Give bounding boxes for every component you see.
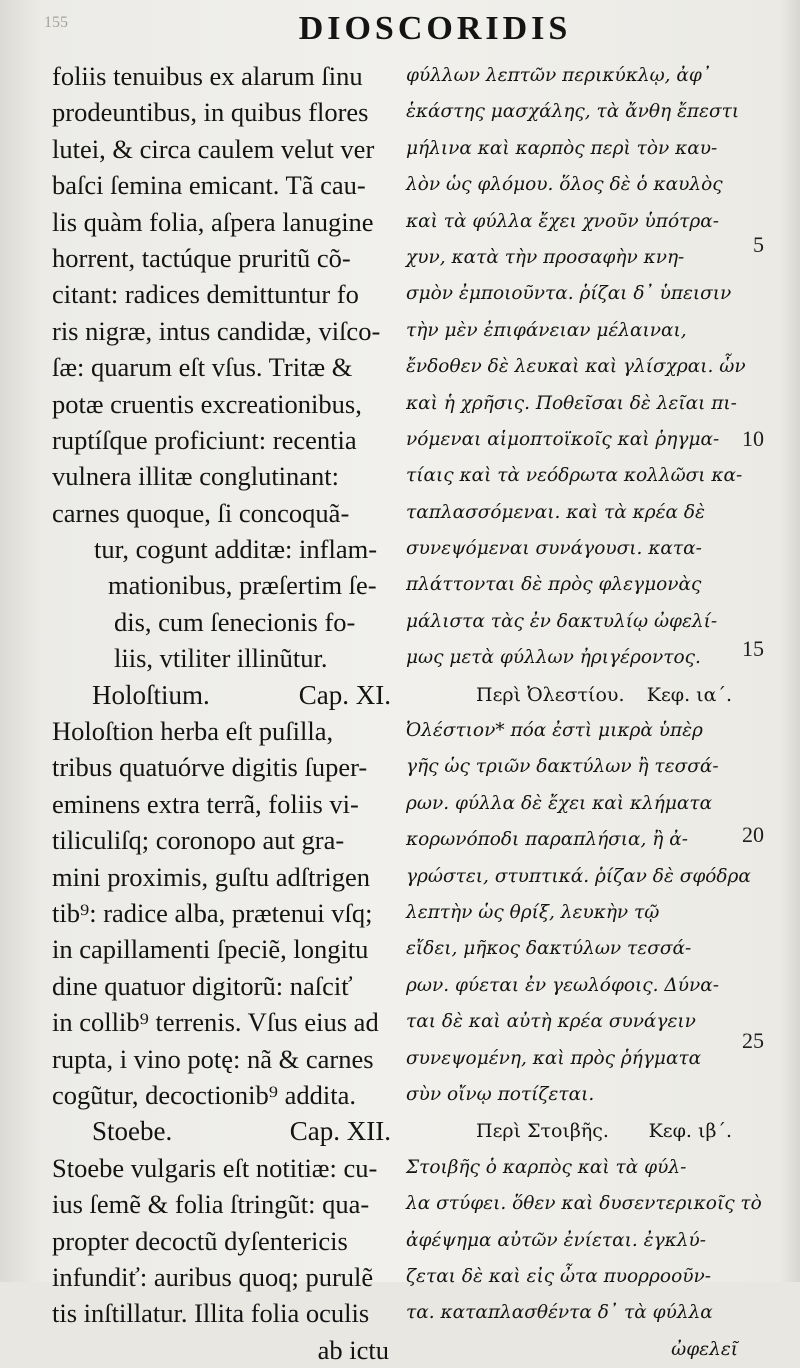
greek-line: λὸν ὡς φλόμου. ὅλος δὲ ὁ καυλὸς [406, 174, 723, 196]
greek-line: γρώστει, στυπτικά. ῥίζαν δὲ σφόδρα [406, 865, 751, 887]
greek-line: καὶ τὰ φύλλα ἔχει χνοῦν ὑπότρα- [406, 210, 719, 232]
latin-line: ius ſemẽ & folia ſtringũt: qua- [52, 1189, 370, 1220]
greek-line: φύλλων λεπτῶν περικύκλῳ, ἀφ᾽ [406, 65, 712, 86]
latin-line: prodeuntibus, in quibus flores [52, 97, 369, 128]
greek-line: πλάττονται δὲ πρὸς φλεγμονὰς [406, 574, 702, 596]
line-number-marker: 10 [742, 426, 764, 451]
greek-line: χυν, κατὰ τὴν προσαφὴν κνη- [406, 246, 685, 268]
latin-line: tis inſtillatur. Illita folia oculis [52, 1298, 370, 1329]
chapter-number: Κεφ. ιβ΄. [648, 1120, 732, 1143]
latin-line: tribus quatuórve digitis ſuper- [52, 752, 368, 783]
greek-chapter-heading [406, 677, 746, 713]
chapter-number: Cap. XI. [298, 679, 391, 710]
catchword: ὠφελεῖ [671, 1338, 738, 1360]
greek-chapter-heading [406, 1113, 746, 1149]
latin-line: Stoebe vulgaris eſt notitiæ: cu- [52, 1152, 378, 1183]
greek-line: ἑκάστης μασχάλης, τὰ ἄνθη ἔπεστι [406, 101, 740, 123]
latin-line: horrent, tactúque pruritũ cõ- [52, 242, 351, 273]
line-number-marker: 20 [742, 822, 764, 847]
latin-line: ris nigræ, intus candidæ, viſco- [52, 315, 381, 346]
latin-line: mini proximis, guſtu adſtrigen [52, 861, 370, 892]
chapter-title: Περὶ Ὀλεστίου. [476, 683, 625, 706]
catchword: ab ictu [317, 1334, 389, 1365]
latin-line: in capillamenti ſpeciẽ, longitu [52, 934, 369, 965]
greek-line: μάλιστα τὰς ἐν δακτυλίῳ ὠφελί- [406, 610, 718, 632]
chapter-title: Holoſtium. [92, 679, 210, 710]
latin-line: potæ cruentis excreationibus, [52, 388, 362, 419]
greek-line: ἀφέψημα αὐτῶν ἐνίεται. ἐγκλύ- [406, 1229, 706, 1251]
greek-line: κορωνόποδι παραπλήσια, ἢ ἀ- [406, 829, 689, 851]
greek-line: γῆς ὡς τριῶν δακτύλων ἢ τεσσά- [406, 756, 719, 778]
greek-line: λεπτὴν ὡς θρίξ, λευκὴν τῷ [406, 901, 660, 923]
latin-line: infundiť: auribus quoq; purulẽ [52, 1261, 374, 1292]
latin-line: ſæ: quarum eſt vſus. Tritæ & [52, 352, 353, 383]
greek-line: Ὀλέστιον* πόα ἐστὶ μικρὰ ὑπὲρ [406, 720, 703, 742]
latin-line: eminens extra terrã, foliis vi- [52, 788, 359, 819]
latin-line: dis, cum ſenecionis fo- [114, 606, 356, 637]
latin-line: citant: radices demittuntur fo [52, 279, 359, 310]
page-number: 155 [44, 14, 68, 31]
line-number-marker: 25 [742, 1028, 764, 1053]
greek-line: τὴν μὲν ἐπιφάνειαν μέλαιναι, [406, 319, 687, 341]
latin-line: tib⁹: radice alba, prætenui vſq; [52, 897, 373, 928]
greek-line: ρων. φύεται ἐν γεωλόφοις. Δύνα- [406, 974, 720, 996]
greek-line: σμὸν ἐμποιοῦντα. ῥίζαι δ᾽ ὑπεισιν [406, 283, 732, 305]
latin-line: tur, cogunt additæ: inflam- [94, 534, 378, 565]
line-number-marker: 15 [742, 636, 764, 661]
latin-chapter-heading [52, 1113, 397, 1149]
greek-line: νόμεναι αἱμοπτοϊκοῖς καὶ ῥηγμα- [406, 428, 720, 450]
chapter-number: Κεφ. ια΄. [646, 683, 732, 706]
latin-column [52, 58, 397, 1368]
greek-line: σὺν οἴνῳ ποτίζεται. [406, 1083, 595, 1105]
latin-line: propter decoctũ dyſentericis [52, 1225, 348, 1256]
greek-line: τα. καταπλασθέντα δ᾽ τὰ φύλλα [406, 1302, 713, 1324]
latin-line: ruptíſque proficiunt: recentia [52, 424, 357, 455]
latin-line: cogũtur, decoctionib⁹ addita. [52, 1079, 356, 1110]
greek-line: ἔνδοθεν δὲ λευκαὶ καὶ γλίσχραι. ὧν [406, 356, 746, 378]
line-number-marker: 5 [753, 232, 764, 257]
chapter-title: Stoebe. [92, 1116, 173, 1147]
latin-line: rupta, i vino potę: nã & carnes [52, 1043, 374, 1074]
greek-line: Στοιβῆς ὁ καρπὸς καὶ τὰ φύλ- [406, 1156, 687, 1178]
greek-line: μήλινα καὶ καρπὸς περὶ τὸν καυ- [406, 137, 718, 159]
greek-line: ταπλασσόμεναι. καὶ τὰ κρέα δὲ [406, 501, 705, 523]
greek-line: μως μετὰ φύλλων ἠριγέροντος. [406, 647, 701, 669]
latin-line: lutei, & circa caulem velut ver [52, 133, 375, 164]
chapter-number: Cap. XII. [289, 1116, 391, 1147]
latin-line: mationibus, præſertim ſe- [108, 570, 377, 601]
running-head [0, 10, 800, 48]
greek-line: λα στύφει. ὅθεν καὶ δυσεντερικοῖς τὸ [406, 1193, 762, 1215]
latin-line: tiliculiſq; coronopo aut gra- [52, 825, 345, 856]
latin-line: lis quàm folia, aſpera lanugine [52, 206, 374, 237]
greek-line: συνεψομένη, καὶ πρὸς ῥήγματα [406, 1047, 702, 1069]
latin-chapter-heading [52, 677, 397, 713]
greek-line: ρων. φύλλα δὲ ἔχει καὶ κλήματα [406, 792, 713, 814]
latin-line: liis, vtiliter illinũtur. [114, 643, 328, 674]
greek-line: ζεται δὲ καὶ εἰς ὦτα πυορροοῦν- [406, 1265, 711, 1287]
greek-line: τίαις καὶ τὰ νεόδρωτα κολλῶσι κα- [406, 465, 743, 487]
latin-line: carnes quoque, ſi concoquã- [52, 497, 350, 528]
greek-line: ται δὲ καὶ αὐτὴ κρέα συνάγειν [406, 1011, 696, 1033]
greek-line: καὶ ἡ χρῆσις. Ποθεῖσαι δὲ λεῖαι πι- [406, 392, 737, 414]
latin-line: in collib⁹ terrenis. Vſus eius ad [52, 1007, 379, 1038]
latin-line: Holoſtion herba eſt puſilla, [52, 716, 334, 747]
running-head-text: DIOSCORIDIS [298, 10, 572, 47]
latin-line: vulnera illitæ conglutinant: [52, 461, 340, 492]
greek-line: εἴδει, μῆκος δακτύλων τεσσά- [406, 938, 692, 960]
latin-line: foliis tenuibus ex alarum ſinu [52, 61, 363, 91]
latin-line: dine quatuor digitorũ: naſciť [52, 970, 353, 1001]
latin-line: baſci ſemina emicant. Tã cau- [52, 170, 366, 201]
chapter-title: Περὶ Στοιβῆς. [476, 1120, 609, 1143]
greek-line: συνεψόμεναι συνάγουσι. κατα- [406, 538, 702, 560]
